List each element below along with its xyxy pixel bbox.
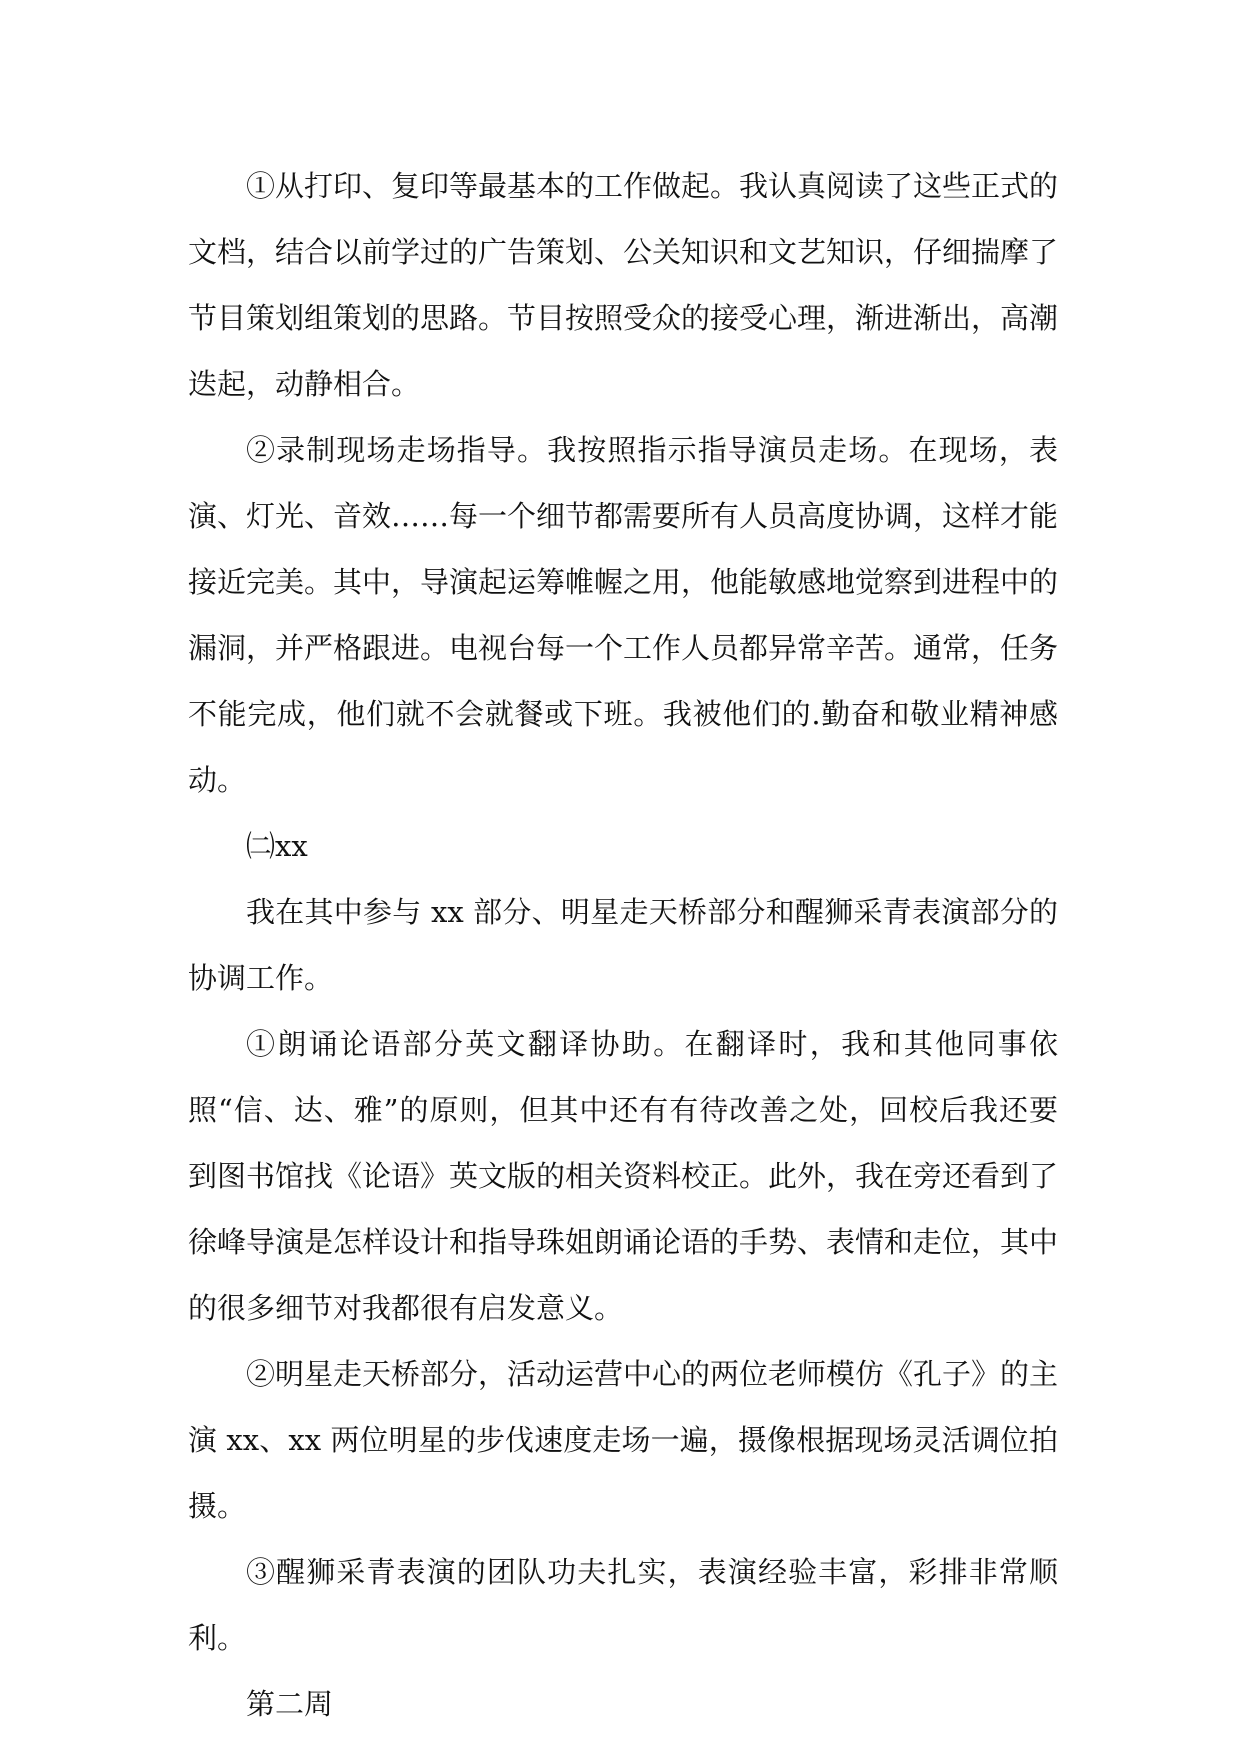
paragraph-translation-assist: ①朗诵论语部分英文翻译协助。在翻译时，我和其他同事依照“信、达、雅”的原则，但其中还有有待改善之处，回校后我还要到图书馆找《论语》英文版的相关资料校正。此外，我在旁还看到了徐峰导演是怎样设计和指导珠姐朗诵论语的手势、表情和走位，其中的很多细节对我都很有启发意义。 <box>188 1027 1059 1325</box>
section-heading-2: ㈡xx <box>246 829 308 863</box>
document-body <box>188 153 1058 1737</box>
paragraph-printing-work: ①从打印、复印等最基本的工作做起。我认真阅读了这些正式的文档，结合以前学过的广告策划、公关知识和文艺知识，仔细揣摩了节目策划组策划的思路。节目按照受众的接受心理，渐进渐出，高潮迭起，动静相合。 <box>188 169 1059 401</box>
heading-second-week: 第二周 <box>246 1687 334 1721</box>
paragraph-recording-guidance: ②录制现场走场指导。我按照指示指导演员走场。在现场，表演、灯光、音效……每一个细节都需要所有人员高度协调，这样才能接近完美。其中，导演起运筹帷幄之用，他能敏感地觉察到进程中的漏洞，并严格跟进。电视台每一个工作人员都异常辛苦。通常，任务不能完成，他们就不会就餐或下班。我被他们的.勤奋和敬业精神感动。 <box>188 433 1059 797</box>
paragraph-catwalk: ②明星走天桥部分，活动运营中心的两位老师模仿《孔子》的主演 xx、xx 两位明星的步伐速度走场一遍，摄像根据现场灵活调位拍摄。 <box>188 1357 1059 1523</box>
paragraph-coordination-work: 我在其中参与 xx 部分、明星走天桥部分和醒狮采青表演部分的协调工作。 <box>188 895 1058 995</box>
paragraph-lion-dance: ③醒狮采青表演的团队功夫扎实，表演经验丰富，彩排非常顺利。 <box>188 1555 1058 1655</box>
